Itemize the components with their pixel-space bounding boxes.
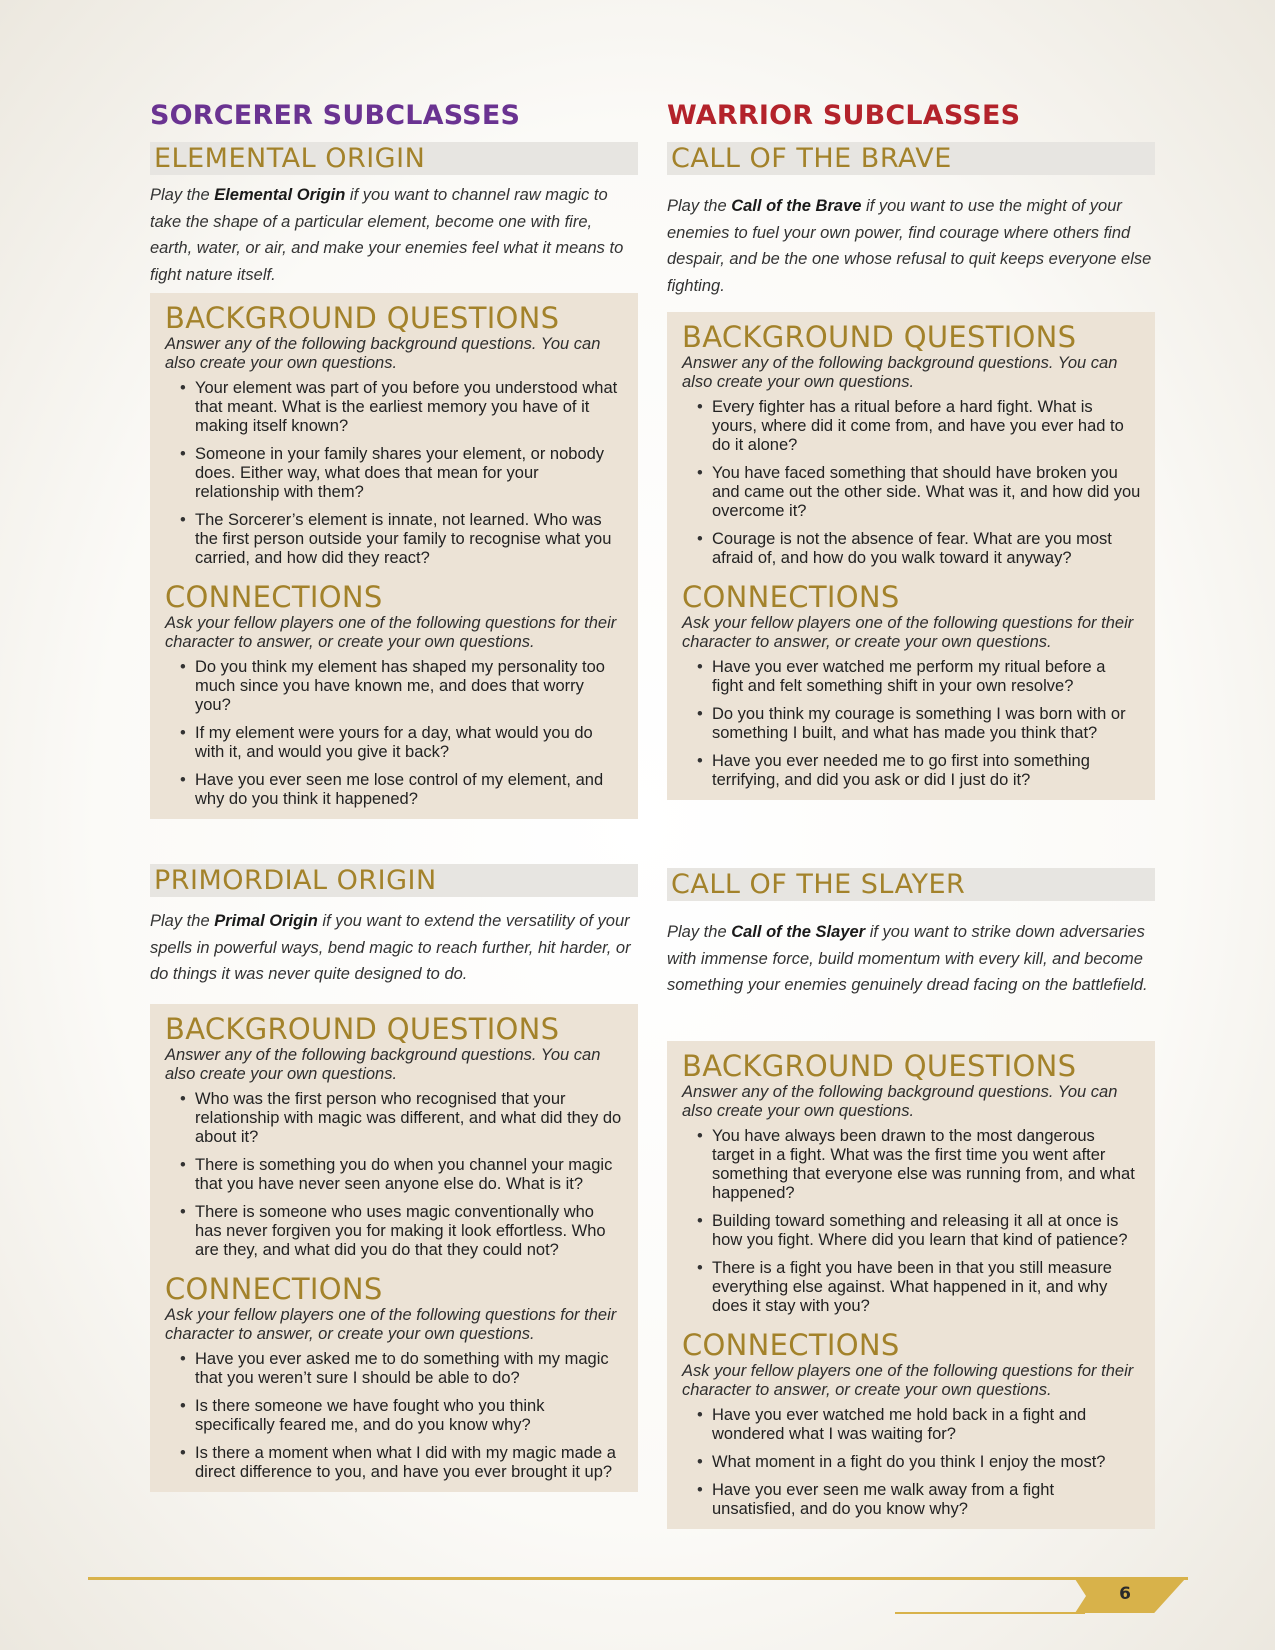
list-item: • Courage is not the absence of fear. What are you most afraid of, and how do you walk toward it anyway? <box>712 530 1141 568</box>
list-item: • There is someone who uses magic conventionally who has never forgiven you for making it look effortless. Who are they, and what did you do that they could not? <box>195 1203 624 1260</box>
connections-list <box>165 1350 624 1482</box>
list-item: • Building toward something and releasing it all at once is how you fight. Where did you learn that kind of patience? <box>712 1212 1141 1250</box>
background-questions-list <box>165 379 624 568</box>
list-item: • Have you ever watched me perform my ritual before a fight and felt something shift in your own resolve? <box>712 658 1141 696</box>
call-of-the-brave-questions-box <box>667 312 1155 800</box>
background-questions-lead: Answer any of the following background questions. You can also create your own questions. <box>682 354 1118 391</box>
background-questions-heading: BACKGROUND QUESTIONS <box>165 1012 560 1046</box>
connections-lead: Ask your fellow players one of the following questions for their character to answer, or create your own questions. <box>165 1306 617 1343</box>
background-questions-heading: BACKGROUND QUESTIONS <box>682 320 1077 354</box>
background-questions-list <box>682 1127 1141 1316</box>
list-item: • Do you think my courage is something I was born with or something I built, and what has made you think that? <box>712 705 1141 743</box>
elemental-origin-questions-box <box>150 293 638 819</box>
sorcerer-subclasses-title: SORCERER SUBCLASSES <box>150 100 521 131</box>
connections-heading: CONNECTIONS <box>165 580 383 614</box>
list-item: • Have you ever needed me to go first into something terrifying, and did you ask or did I just do it? <box>712 752 1141 790</box>
call-of-the-brave-intro: Play the Call of the Brave if you want to use the might of your enemies to fuel your own power, find courage where others find despair, and be the one whose refusal to quit keeps everyone else fighting. <box>667 197 1152 295</box>
connections-lead: Ask your fellow players one of the following questions for their character to answer, or create your own questions. <box>682 1362 1134 1399</box>
background-questions-list <box>682 398 1141 568</box>
list-item: • Have you ever seen me walk away from a fight unsatisfied, and do you know why? <box>712 1481 1141 1519</box>
connections-heading: CONNECTIONS <box>165 1272 383 1306</box>
background-questions-lead: Answer any of the following background questions. You can also create your own questions. <box>682 1083 1118 1120</box>
list-item: • There is a fight you have been in that you still measure everything else against. What happened in it, and why does it stay with you? <box>712 1259 1141 1316</box>
connections-list <box>682 658 1141 790</box>
connections-list <box>165 658 624 809</box>
primordial-origin-questions-box <box>150 1004 638 1492</box>
call-of-the-slayer-heading: CALL OF THE SLAYER <box>667 868 1155 901</box>
list-item: • The Sorcerer’s element is innate, not learned. Who was the first person outside your family to recognise what you carried, and how did they react? <box>195 511 624 568</box>
list-item: • You have faced something that should have broken you and came out the other side. What was it, and how did you overcome it? <box>712 464 1141 521</box>
list-item: • Have you ever watched me hold back in a fight and wondered what I was waiting for? <box>712 1406 1141 1444</box>
elemental-origin-heading: ELEMENTAL ORIGIN <box>150 142 638 175</box>
list-item: • If my element were yours for a day, what would you do with it, and would you give it back? <box>195 724 624 762</box>
footer-rule <box>88 1577 1188 1580</box>
list-item: • Is there someone we have fought who you think specifically feared me, and do you know why? <box>195 1397 624 1435</box>
call-of-the-slayer-intro: Play the Call of the Slayer if you want to strike down adversaries with immense force, build momentum with every kill, and become something your enemies genuinely dread facing on the battlefield. <box>667 923 1148 994</box>
list-item: • Have you ever seen me lose control of my element, and why do you think it happened? <box>195 771 624 809</box>
call-of-the-brave-heading: CALL OF THE BRAVE <box>667 142 1155 175</box>
list-item: • Who was the first person who recognised that your relationship with magic was different, and what did they do about it? <box>195 1090 624 1147</box>
list-item: • Every fighter has a ritual before a hard fight. What is yours, where did it come from, and have you ever had to do it alone? <box>712 398 1141 455</box>
list-item: • Have you ever asked me to do something with my magic that you weren’t sure I should be able to do? <box>195 1350 624 1388</box>
call-of-the-slayer-name: Call of the Slayer <box>731 923 866 941</box>
list-item: • You have always been drawn to the most dangerous target in a fight. What was the first time you went after something that everyone else was running from, and what happened? <box>712 1127 1141 1203</box>
connections-lead: Ask your fellow players one of the following questions for their character to answer, or create your own questions. <box>682 614 1134 651</box>
warrior-subclasses-title: WARRIOR SUBCLASSES <box>667 100 1021 131</box>
list-item: • Do you think my element has shaped my personality too much since you have known me, and does that worry you? <box>195 658 624 715</box>
connections-heading: CONNECTIONS <box>682 1328 900 1362</box>
list-item: • Someone in your family shares your element, or nobody does. Either way, what does that mean for your relationship with them? <box>195 445 624 502</box>
footer-rule-lower <box>895 1612 1085 1614</box>
connections-lead: Ask your fellow players one of the following questions for their character to answer, or create your own questions. <box>165 614 617 651</box>
list-item: • Is there a moment when what I did with my magic made a direct difference to you, and have you ever brought it up? <box>195 1444 624 1482</box>
connections-heading: CONNECTIONS <box>682 580 900 614</box>
page-number: 6 <box>1119 1584 1131 1604</box>
primordial-origin-name: Primal Origin <box>214 912 318 930</box>
call-of-the-slayer-questions-box <box>667 1041 1155 1529</box>
background-questions-lead: Answer any of the following background questions. You can also create your own questions. <box>165 1046 601 1083</box>
background-questions-heading: BACKGROUND QUESTIONS <box>165 301 560 335</box>
background-questions-list <box>165 1090 624 1260</box>
elemental-origin-intro: Play the Elemental Origin if you want to channel raw magic to take the shape of a particular element, become one with fire, earth, water, or air, and make your enemies feel what it means to fight nature itself. <box>150 186 624 284</box>
list-item: • What moment in a fight do you think I enjoy the most? <box>712 1453 1141 1472</box>
primordial-origin-intro: Play the Primal Origin if you want to extend the versatility of your spells in powerful ways, bend magic to reach further, hit harder, or do things it was never quite designed to do. <box>150 912 631 983</box>
elemental-origin-name: Elemental Origin <box>214 186 346 204</box>
background-questions-lead: Answer any of the following background questions. You can also create your own questions. <box>165 335 601 372</box>
list-item: • There is something you do when you channel your magic that you have never seen anyone else do. What is it? <box>195 1156 624 1194</box>
primordial-origin-heading: PRIMORDIAL ORIGIN <box>150 864 638 897</box>
list-item: • Your element was part of you before you understood what that meant. What is the earliest memory you have of it making itself known? <box>195 379 624 436</box>
background-questions-heading: BACKGROUND QUESTIONS <box>682 1049 1077 1083</box>
connections-list <box>682 1406 1141 1519</box>
call-of-the-brave-name: Call of the Brave <box>731 197 862 215</box>
